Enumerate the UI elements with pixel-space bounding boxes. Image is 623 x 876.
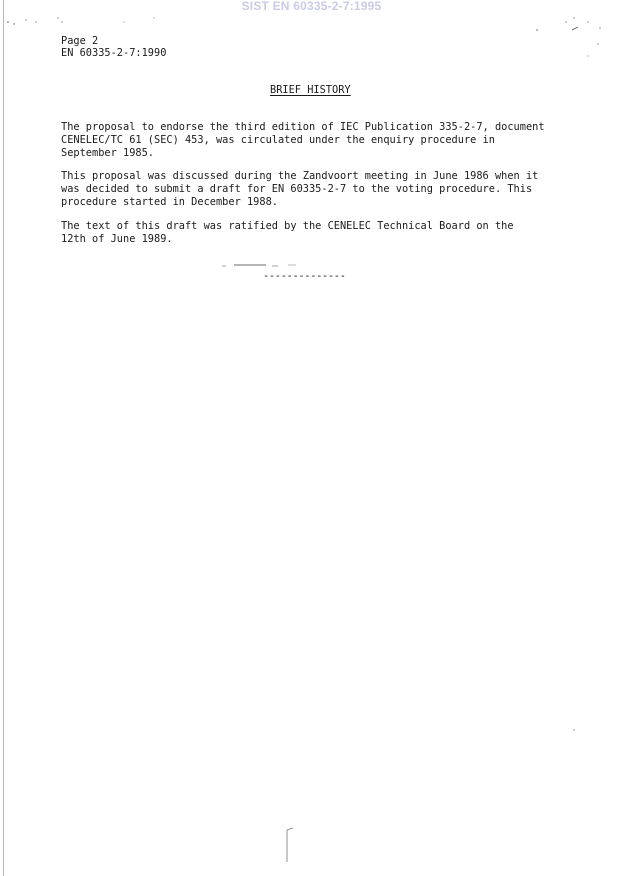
- paragraph-line: 12th of June 1989.: [61, 233, 173, 245]
- end-of-section-rule: --------------: [263, 270, 346, 282]
- paragraph-line: The text of this draft was ratified by the CENELEC Technical Board on the: [61, 220, 514, 232]
- paragraph-line: was decided to submit a draft for EN 60335-2-7 to the voting procedure. This: [61, 183, 533, 195]
- paragraph-line: procedure started in December 1988.: [61, 196, 278, 208]
- section-title: BRIEF HISTORY: [270, 84, 351, 96]
- page-number: Page 2: [61, 35, 99, 47]
- watermark: SIST EN 60335-2-7:1995: [241, 0, 382, 13]
- paragraph-line: September 1985.: [61, 147, 154, 159]
- paragraph-line: CENELEC/TC 61 (SEC) 453, was circulated under the enquiry procedure in: [61, 134, 495, 146]
- standard-reference: EN 60335-2-7:1990: [61, 47, 167, 59]
- paragraph-line: This proposal was discussed during the Zandvoort meeting in June 1986 when it: [61, 170, 539, 182]
- paragraph-line: The proposal to endorse the third edition of IEC Publication 335-2-7, document: [61, 121, 545, 133]
